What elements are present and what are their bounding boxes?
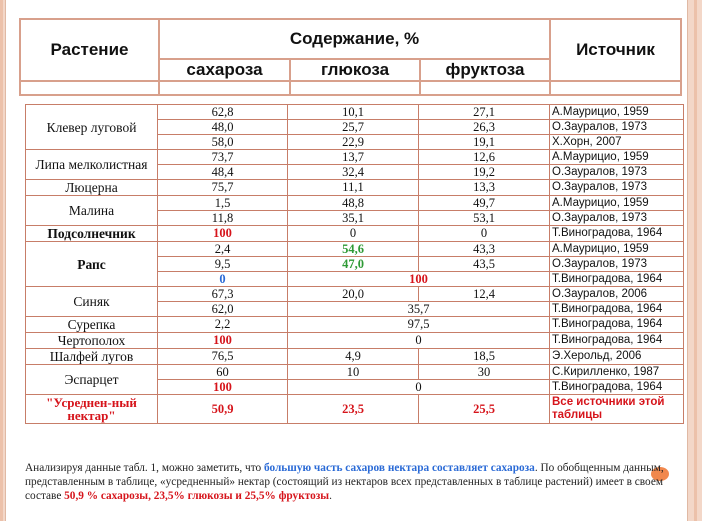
table-row: Чертополох 100 0 Т.Виноградова, 1964 xyxy=(26,333,684,349)
plant-cell: Липа мелколистная xyxy=(26,150,158,180)
plant-cell: Люцерна xyxy=(26,180,158,196)
header-plant: Растение xyxy=(20,19,159,81)
plant-cell: "Усреднен-ный нектар" xyxy=(26,395,158,424)
table-row: 100 0 Т.Виноградова, 1964 xyxy=(26,380,684,395)
table-row: 48,0 25,7 26,3 О.Зауралов, 1973 xyxy=(26,120,684,135)
table-row: Эспарцет 60 10 30 С.Кирилленко, 1987 xyxy=(26,365,684,380)
plant-cell: Подсолнечник xyxy=(26,226,158,242)
plant-cell: Чертополох xyxy=(26,333,158,349)
table-row: 62,0 35,7 Т.Виноградова, 1964 xyxy=(26,302,684,317)
table-row: Сурепка 2,2 97,5 Т.Виноградова, 1964 xyxy=(26,317,684,333)
plant-cell: Малина xyxy=(26,196,158,226)
right-stripe xyxy=(694,0,697,521)
table-row: 0 100 Т.Виноградова, 1964 xyxy=(26,272,684,287)
left-stripe xyxy=(0,0,3,521)
header-content: Содержание, % xyxy=(159,19,550,59)
plant-cell: Рапс xyxy=(26,242,158,287)
table-row: Рапс 2,4 54,6 43,3 А.Маурицио, 1959 xyxy=(26,242,684,257)
header-source: Источник xyxy=(550,19,681,81)
table-row: 48,4 32,4 19,2 О.Зауралов, 1973 xyxy=(26,165,684,180)
header-fructose: фруктоза xyxy=(420,59,550,81)
table-row: Синяк 67,3 20,0 12,4 О.Зауралов, 2006 xyxy=(26,287,684,302)
table-row: Клевер луговой 62,8 10,1 27,1 А.Маурицио, 1959 xyxy=(26,105,684,120)
table-row: 58,0 22,9 19,1 Х.Хорн, 2007 xyxy=(26,135,684,150)
header-sucrose: сахароза xyxy=(159,59,290,81)
header-table xyxy=(19,18,682,96)
plant-cell: Шалфей лугов xyxy=(26,349,158,365)
plant-cell: Сурепка xyxy=(26,317,158,333)
data-table xyxy=(25,104,684,424)
note-paragraph: Анализируя данные табл. 1, можно заметить, что большую часть сахаров нектара составляет сахароза. По обобщенным данным, представленным в таблице, «усредненный» нектар (состоящий из нектаров всех представленных в таблице растений) имеет в своем составе 50,9 % сахарозы, 23,5% глюкозы и 25,5% фруктозы. xyxy=(25,462,664,502)
table-row: Люцерна 75,7 11,1 13,3 О.Зауралов, 1973 xyxy=(26,180,684,196)
table-row: Шалфей лугов 76,5 4,9 18,5 Э.Херольд, 2006 xyxy=(26,349,684,365)
plant-cell: Синяк xyxy=(26,287,158,317)
plant-cell: Клевер луговой xyxy=(26,105,158,150)
table-row: 9,5 47,0 43,5 О.Зауралов, 1973 xyxy=(26,257,684,272)
table-row: Подсолнечник 100 0 0 Т.Виноградова, 1964 xyxy=(26,226,684,242)
table-row: Малина 1,5 48,8 49,7 А.Маурицио, 1959 xyxy=(26,196,684,211)
table-row: 11,8 35,1 53,1 О.Зауралов, 1973 xyxy=(26,211,684,226)
plant-cell: Эспарцет xyxy=(26,365,158,395)
table-row: Липа мелколистная 73,7 13,7 12,6 А.Маурицио, 1959 xyxy=(26,150,684,165)
table-row-average: "Усреднен-ный нектар" 50,9 23,5 25,5 Все источники этой таблицы xyxy=(26,395,684,424)
header-glucose: глюкоза xyxy=(290,59,420,81)
